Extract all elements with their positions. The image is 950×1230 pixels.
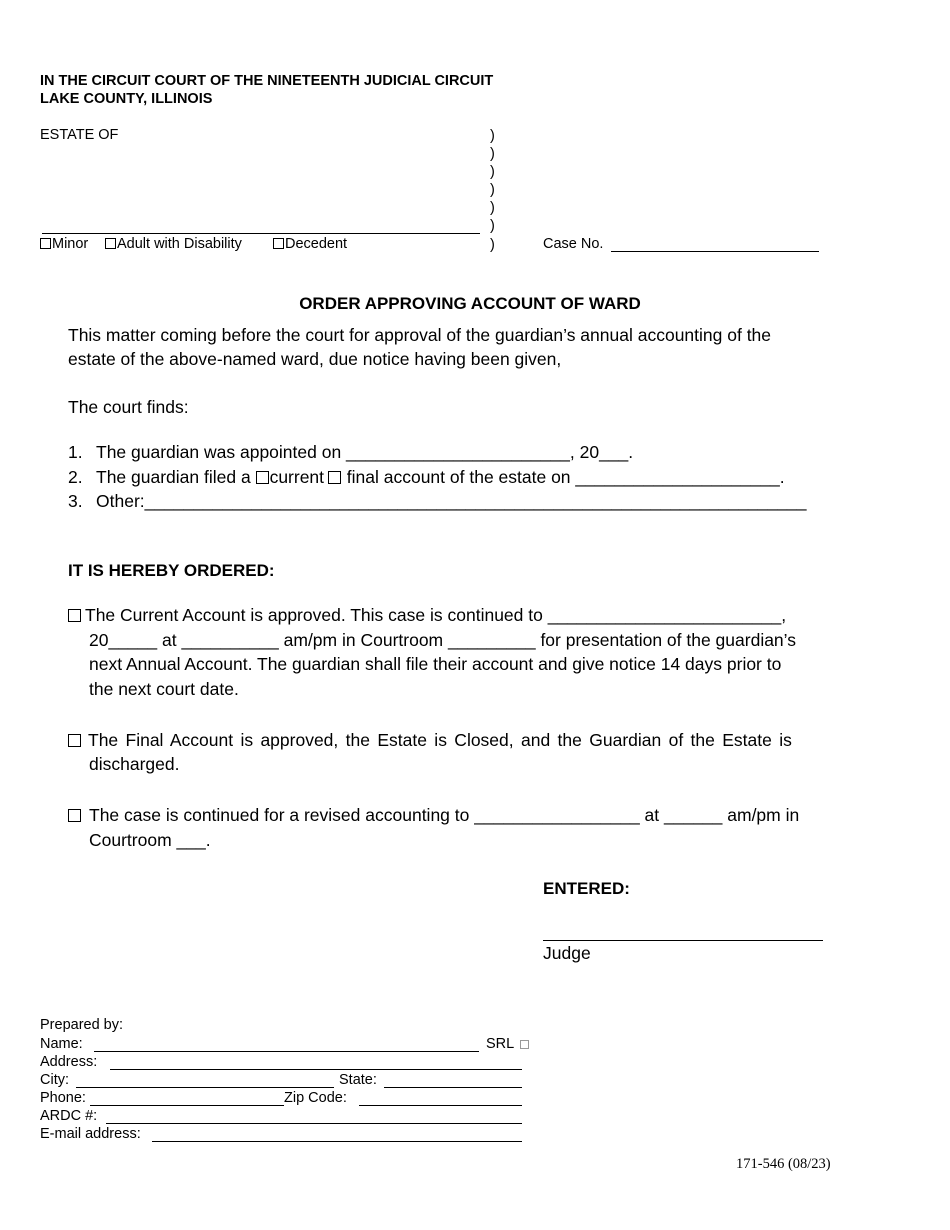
judge-signature-line[interactable] [543, 940, 823, 941]
finding-2-number: 2. [68, 467, 83, 487]
case-no-line[interactable] [611, 251, 819, 252]
option-minor[interactable]: Minor [40, 236, 88, 252]
form-code: 171-546 (08/23) [736, 1156, 831, 1172]
current-account-checkbox[interactable] [256, 471, 269, 484]
intro-line-1: This matter coming before the court for approval of the guardian’s annual accounting of the [68, 325, 772, 345]
final-account-checkbox[interactable] [328, 471, 341, 484]
order-final-line-2: discharged. [89, 754, 180, 774]
name-line[interactable] [94, 1051, 479, 1052]
order-revised-line-2: Courtroom ___. [89, 830, 211, 850]
finding-3-text: Other:____________________________________________________________________ [96, 491, 807, 511]
county-name: LAKE COUNTY, ILLINOIS [40, 91, 213, 107]
minor-checkbox[interactable] [40, 238, 51, 249]
address-line[interactable] [110, 1069, 522, 1070]
email-label: E-mail address: [40, 1126, 141, 1142]
ordered-heading: IT IS HEREBY ORDERED: [68, 561, 275, 580]
order-revised-line-1: The case is continued for a revised accounting to _________________ at ______ am/pm in [89, 805, 800, 825]
document-title: ORDER APPROVING ACCOUNT OF WARD [299, 294, 641, 313]
caption-paren: ) [490, 164, 495, 180]
decedent-checkbox[interactable] [273, 238, 284, 249]
address-label: Address: [40, 1054, 98, 1070]
srl-option[interactable]: SRL [486, 1036, 530, 1052]
prepared-by-heading: Prepared by: [40, 1017, 124, 1033]
phone-label: Phone: [40, 1090, 86, 1106]
state-line[interactable] [384, 1087, 522, 1088]
srl-checkbox[interactable] [520, 1040, 529, 1049]
judge-label: Judge [543, 943, 591, 963]
order-current-line-2: 20_____ at __________ am/pm in Courtroom _________ for presentation of the guardian’s [89, 630, 796, 650]
caption-paren: ) [490, 237, 495, 253]
zip-label: Zip Code: [284, 1090, 347, 1106]
estate-name-line[interactable] [42, 233, 480, 234]
order-current-line-1: The Current Account is approved. This case is continued to ________________________, [85, 605, 787, 625]
phone-line[interactable] [90, 1105, 284, 1106]
state-label: State: [339, 1072, 377, 1088]
current-account-approved-checkbox[interactable] [68, 609, 81, 622]
ardc-label: ARDC #: [40, 1108, 98, 1124]
finding-1-text: The guardian was appointed on _______________________, 20___. [96, 442, 634, 462]
intro-line-2: estate of the above-named ward, due notice having been given, [68, 349, 562, 369]
city-line[interactable] [76, 1087, 334, 1088]
name-label: Name: [40, 1036, 83, 1052]
finding-3-number: 3. [68, 491, 83, 511]
findings-heading: The court finds: [68, 397, 189, 417]
caption-paren: ) [490, 200, 495, 216]
adult-with-disability-checkbox[interactable] [105, 238, 116, 249]
email-line[interactable] [152, 1141, 522, 1142]
order-current-line-3: next Annual Account. The guardian shall file their account and give notice 14 days prior to [89, 654, 782, 674]
final-account-approved-checkbox[interactable] [68, 734, 81, 747]
ardc-line[interactable] [106, 1123, 522, 1124]
revised-accounting-checkbox[interactable] [68, 809, 81, 822]
estate-of-label: ESTATE OF [40, 127, 119, 143]
finding-1-number: 1. [68, 442, 83, 462]
finding-2-text: The guardian filed a current final account of the estate on _____________________. [96, 467, 785, 487]
city-label: City: [40, 1072, 69, 1088]
court-name: IN THE CIRCUIT COURT OF THE NINETEENTH JUDICIAL CIRCUIT [40, 73, 494, 89]
order-current-line-4: the next court date. [89, 679, 239, 699]
entered-label: ENTERED: [543, 879, 630, 898]
case-no-label: Case No. [543, 236, 604, 252]
caption-paren: ) [490, 218, 495, 234]
caption-paren: ) [490, 146, 495, 162]
option-adult-with-disability[interactable]: Adult with Disability [105, 236, 242, 252]
order-final-line-1: The Final Account is approved, the Estate is Closed, and the Guardian of the Estate is [88, 730, 792, 750]
zip-line[interactable] [359, 1105, 522, 1106]
caption-paren: ) [490, 128, 495, 144]
option-decedent[interactable]: Decedent [273, 236, 347, 252]
caption-paren: ) [490, 182, 495, 198]
